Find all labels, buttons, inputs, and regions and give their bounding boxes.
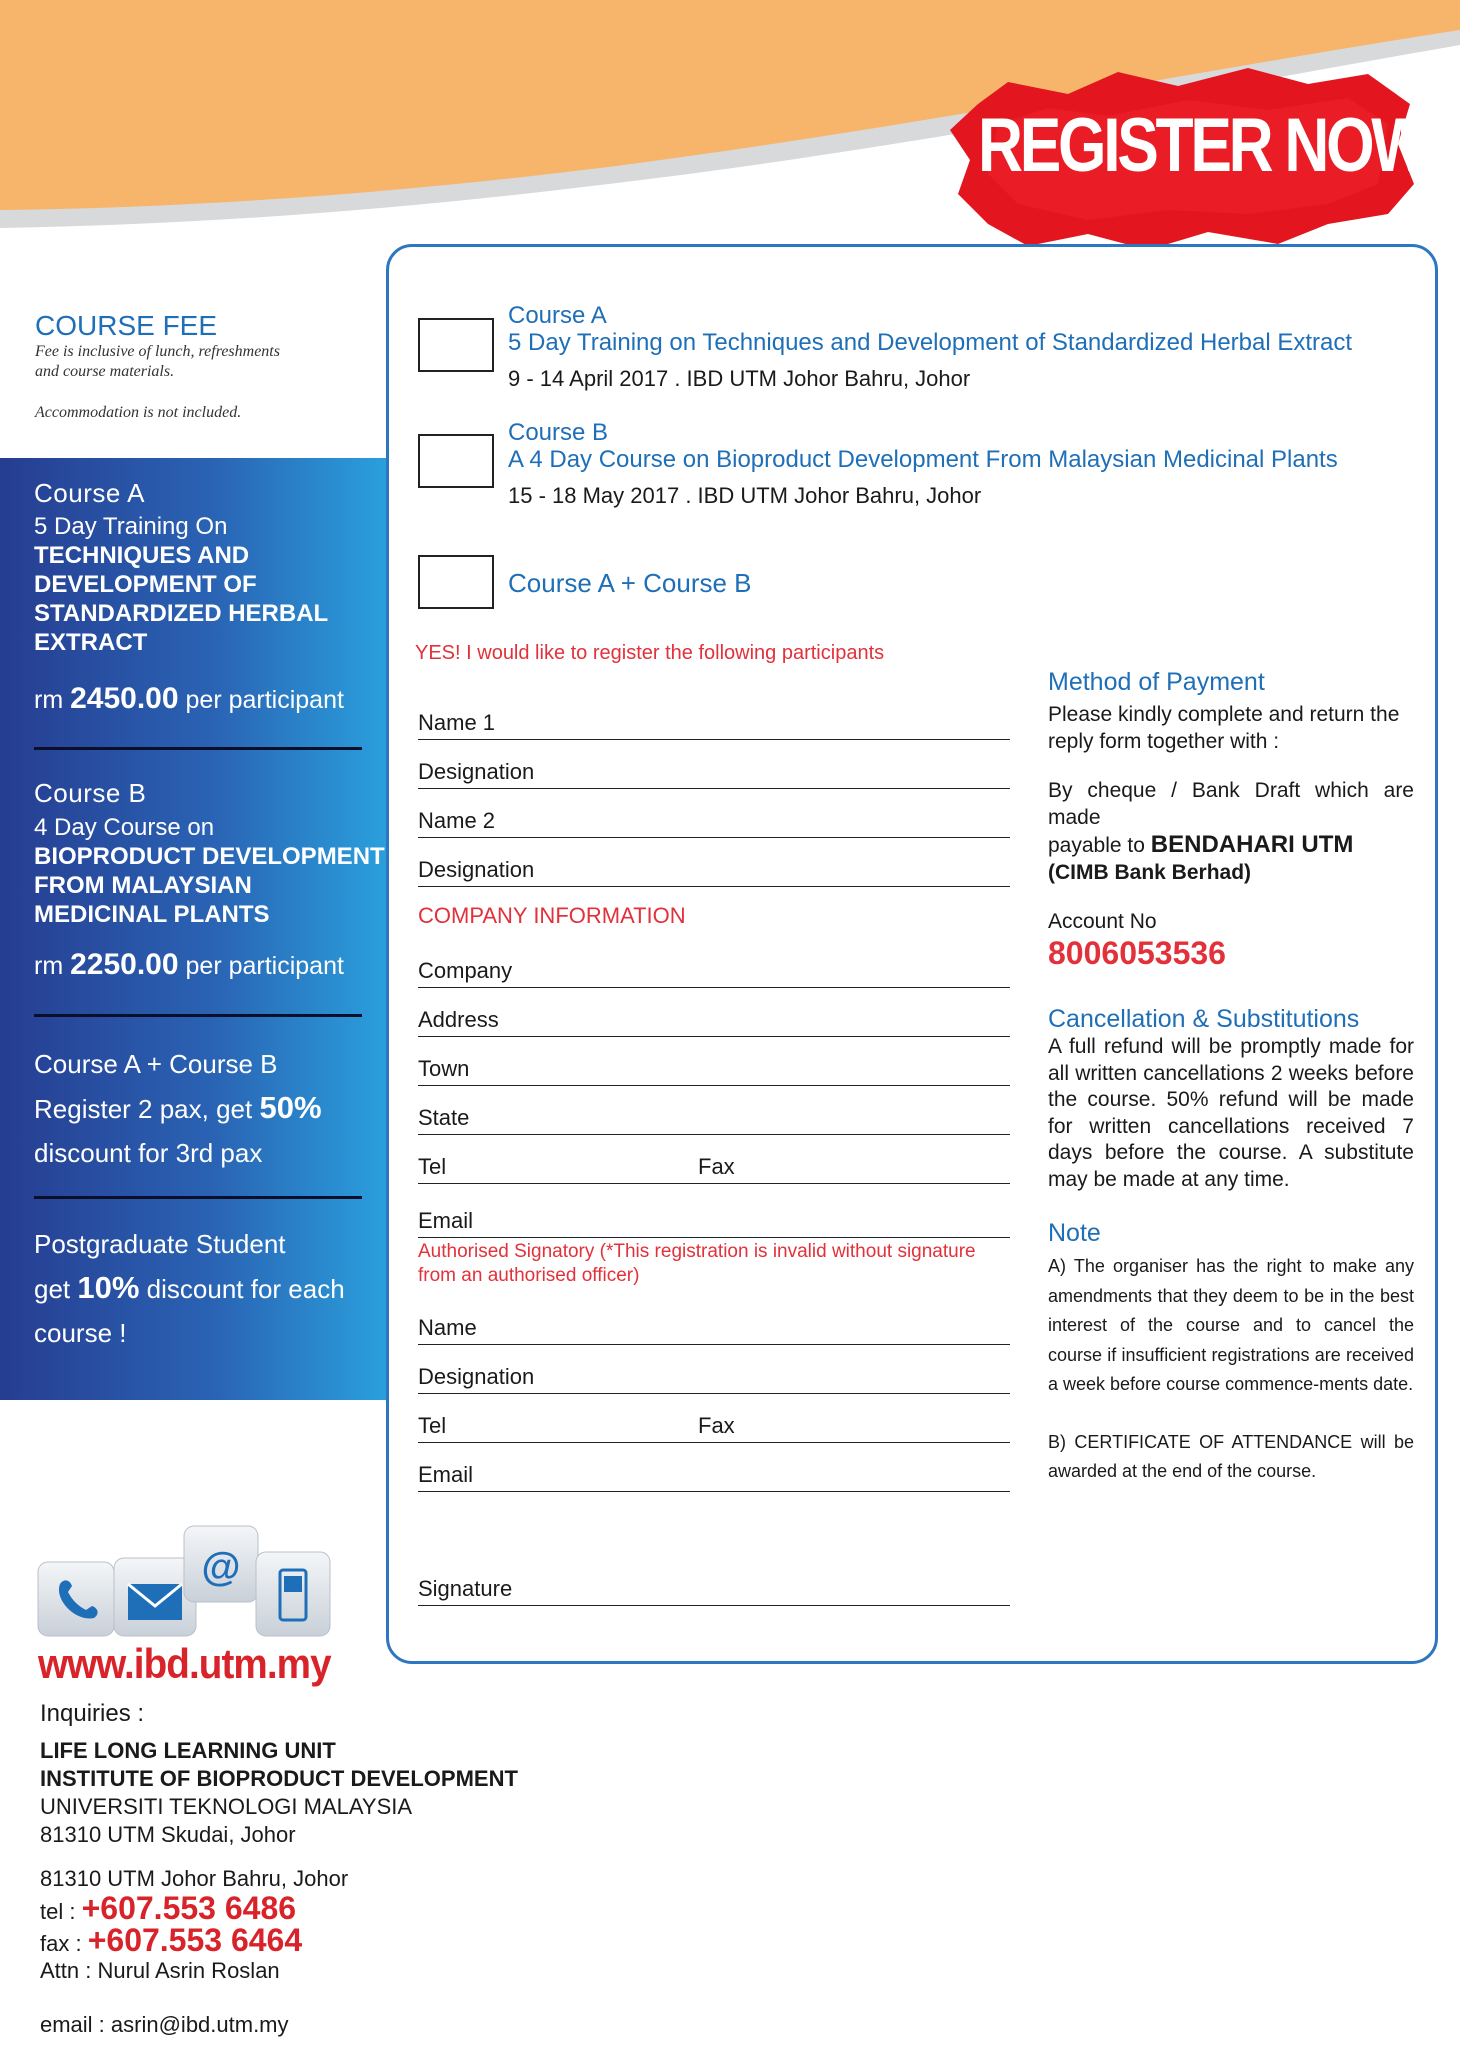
fee-note-line: Fee is inclusive of lunch, refreshments [35, 343, 280, 360]
signatory-tel-fax-field[interactable] [418, 1407, 1010, 1443]
combo-line [34, 1086, 322, 1131]
field-label: Designation [418, 1364, 535, 1389]
field-label: Designation [418, 857, 535, 882]
note-line: Authorised Signatory (*This registration is invalid without signature [418, 1241, 976, 1262]
register-heading: YES! I would like to register the following participants [415, 642, 885, 664]
panel-divider [34, 1014, 362, 1017]
course-a-checkbox[interactable] [418, 318, 494, 372]
signatory-designation-field[interactable] [418, 1358, 1010, 1394]
fee-note-line: and course materials. [35, 363, 175, 380]
designation-2-field[interactable] [418, 851, 1010, 887]
price-prefix: rm [34, 952, 64, 980]
bank-name: (CIMB Bank Berhad) [1048, 861, 1252, 884]
course-a-title: Course A [508, 302, 607, 329]
field-label: Company [418, 958, 513, 983]
course-fee-title: COURSE FEE [35, 310, 218, 341]
tel-number[interactable]: +607.553 6486 [81, 1890, 297, 1926]
title-line: EXTRACT [34, 629, 148, 656]
panel-course-b-intro: 4 Day Course on [34, 814, 215, 841]
field-label: Email [418, 1208, 474, 1233]
price-value: 2250.00 [70, 948, 179, 981]
field-label: Name 1 [418, 710, 496, 735]
course-ab-checkbox[interactable] [418, 555, 494, 609]
note-a: A) The organiser has the right to make any amendments that they deem to be in the best interest of the course and to cancel the course if insufficient registrations are received a week before course commence-ments date. [1048, 1256, 1414, 1394]
student-line: Postgraduate Student [34, 1229, 286, 1259]
course-a-date-venue: 9 - 14 April 2017 . IBD UTM Johor Bahru, Johor [508, 366, 971, 391]
field-label: Name 2 [418, 808, 496, 833]
panel-course-a-title [34, 541, 328, 657]
tel-label: Tel [418, 1413, 447, 1438]
panel-divider [34, 1196, 362, 1199]
combo-discount: 50% [259, 1090, 322, 1125]
price-prefix: rm [34, 686, 64, 714]
attn-line: Attn : Nurul Asrin Roslan [40, 1958, 280, 1983]
panel-divider [34, 747, 362, 750]
email-line[interactable]: email : asrin@ibd.utm.my [40, 2012, 289, 2037]
course-b-checkbox[interactable] [418, 434, 494, 488]
field-label: Name [418, 1315, 477, 1340]
address-line: 81310 UTM Johor Bahru, Johor [40, 1866, 349, 1891]
fax-label: fax : [40, 1931, 82, 1956]
title-line: MEDICINAL PLANTS [34, 901, 270, 928]
course-fee-note [35, 342, 335, 382]
student-text: get [34, 1274, 71, 1304]
title-line: STANDARDIZED HERBAL [34, 600, 329, 627]
register-now-heading: REGISTER NOW! [978, 103, 1445, 188]
course-b-title: Course B [508, 419, 609, 446]
org-unit: LIFE LONG LEARNING UNIT [40, 1738, 336, 1763]
company-field[interactable] [418, 952, 1010, 988]
combo-line: Course A + Course B [34, 1049, 278, 1079]
fee-panel [0, 458, 388, 1400]
course-b-date-venue: 15 - 18 May 2017 . IBD UTM Johor Bahru, Johor [508, 483, 982, 508]
payee-prefix: payable to [1048, 834, 1145, 857]
mobile-phone-icon [256, 1552, 330, 1636]
company-info-heading: COMPANY INFORMATION [418, 903, 686, 928]
state-field[interactable] [418, 1099, 1010, 1135]
student-text: discount for each [146, 1274, 345, 1304]
combo-text: Register 2 pax, get [34, 1094, 253, 1124]
org-institute: INSTITUTE OF BIOPRODUCT DEVELOPMENT [40, 1766, 518, 1791]
title-line: BIOPRODUCT DEVELOPMENT [34, 843, 385, 870]
note-section [1048, 1219, 1414, 1487]
name-2-field[interactable] [418, 802, 1010, 838]
fax-label: Fax [698, 1154, 735, 1179]
field-label: Address [418, 1007, 499, 1032]
payee-line [1048, 831, 1414, 859]
panel-course-a-intro: 5 Day Training On [34, 513, 228, 540]
student-line: course ! [34, 1318, 127, 1348]
panel-course-b-title [34, 842, 385, 929]
student-line [34, 1266, 345, 1311]
course-ab-label: Course A + Course B [508, 568, 752, 598]
fax-number: +607.553 6464 [87, 1922, 303, 1958]
signature-field[interactable] [418, 1570, 1010, 1606]
signatory-email-field[interactable] [418, 1456, 1010, 1492]
cheque-line: By cheque / Bank Draft which are made [1048, 779, 1414, 829]
student-discount: 10% [77, 1270, 140, 1305]
company-email-field[interactable] [418, 1202, 1010, 1238]
payment-section [1048, 668, 1414, 972]
svg-text:@: @ [201, 1545, 241, 1589]
tel-label: Tel [418, 1154, 447, 1179]
designation-1-field[interactable] [418, 753, 1010, 789]
field-label: State [418, 1105, 470, 1130]
account-label: Account No [1048, 910, 1157, 933]
tel-label: tel : [40, 1899, 76, 1924]
panel-course-b-price [34, 948, 344, 982]
account-number: 8006053536 [1048, 935, 1226, 971]
payment-line: reply form together with : [1048, 730, 1280, 753]
price-value: 2450.00 [70, 682, 179, 715]
field-label: Designation [418, 759, 535, 784]
course-b-subtitle: A 4 Day Course on Bioproduct Development From Malaysian Medicinal Plants [508, 446, 1338, 473]
panel-course-a-price [34, 682, 344, 716]
title-line: DEVELOPMENT OF [34, 571, 257, 598]
title-line: FROM MALAYSIAN [34, 872, 252, 899]
company-tel-fax-field[interactable] [418, 1148, 1010, 1184]
payment-line: Please kindly complete and return the [1048, 703, 1400, 726]
panel-course-b-label: Course B [34, 778, 147, 808]
cancellation-heading: Cancellation & Substitutions [1048, 1005, 1360, 1033]
combo-line: discount for 3rd pax [34, 1138, 263, 1168]
website-link[interactable]: www.ibd.utm.my [38, 1640, 331, 1687]
panel-course-a-label: Course A [34, 478, 145, 508]
name-1-field[interactable] [418, 704, 1010, 740]
accommodation-note: Accommodation is not included. [35, 404, 242, 421]
town-field[interactable] [418, 1050, 1010, 1086]
course-a-subtitle: 5 Day Training on Techniques and Development of Standardized Herbal Extract [508, 329, 1353, 356]
payment-heading: Method of Payment [1048, 668, 1265, 696]
authorised-signatory-note [418, 1240, 978, 1288]
address-field[interactable] [418, 1001, 1010, 1037]
signatory-name-field[interactable] [418, 1309, 1010, 1345]
inquiries-label: Inquiries : [40, 1700, 145, 1727]
field-label: Signature [418, 1576, 513, 1601]
payee-name: BENDAHARI UTM [1150, 831, 1354, 858]
field-label: Email [418, 1462, 474, 1487]
field-label: Town [418, 1056, 470, 1081]
panel-combo-offer [34, 1042, 322, 1175]
price-suffix: per participant [185, 686, 344, 714]
note-b: B) CERTIFICATE OF ATTENDANCE will be awarded at the end of the course. [1048, 1431, 1414, 1481]
at-sign-icon [184, 1526, 258, 1602]
note-line: from an authorised officer) [418, 1265, 640, 1286]
fax-label: Fax [698, 1413, 735, 1438]
cancellation-text: A full refund will be promptly made for all written cancellations 2 weeks before the course. 50% refund will be made for written cancellations received 7 days before the course. A substitute may be made at any time. [1048, 1035, 1414, 1191]
panel-student-offer [34, 1222, 345, 1355]
note-heading: Note [1048, 1219, 1101, 1247]
phone-icon [38, 1562, 114, 1636]
fax-row [40, 1922, 302, 1959]
title-line: TECHNIQUES AND [34, 542, 250, 569]
contact-icons-graphic [34, 1522, 334, 1644]
org-university: UNIVERSITI TEKNOLOGI MALAYSIA [40, 1794, 413, 1819]
address-line: 81310 UTM Skudai, Johor [40, 1822, 296, 1847]
cancellation-section [1048, 1005, 1414, 1193]
price-suffix: per participant [185, 952, 344, 980]
